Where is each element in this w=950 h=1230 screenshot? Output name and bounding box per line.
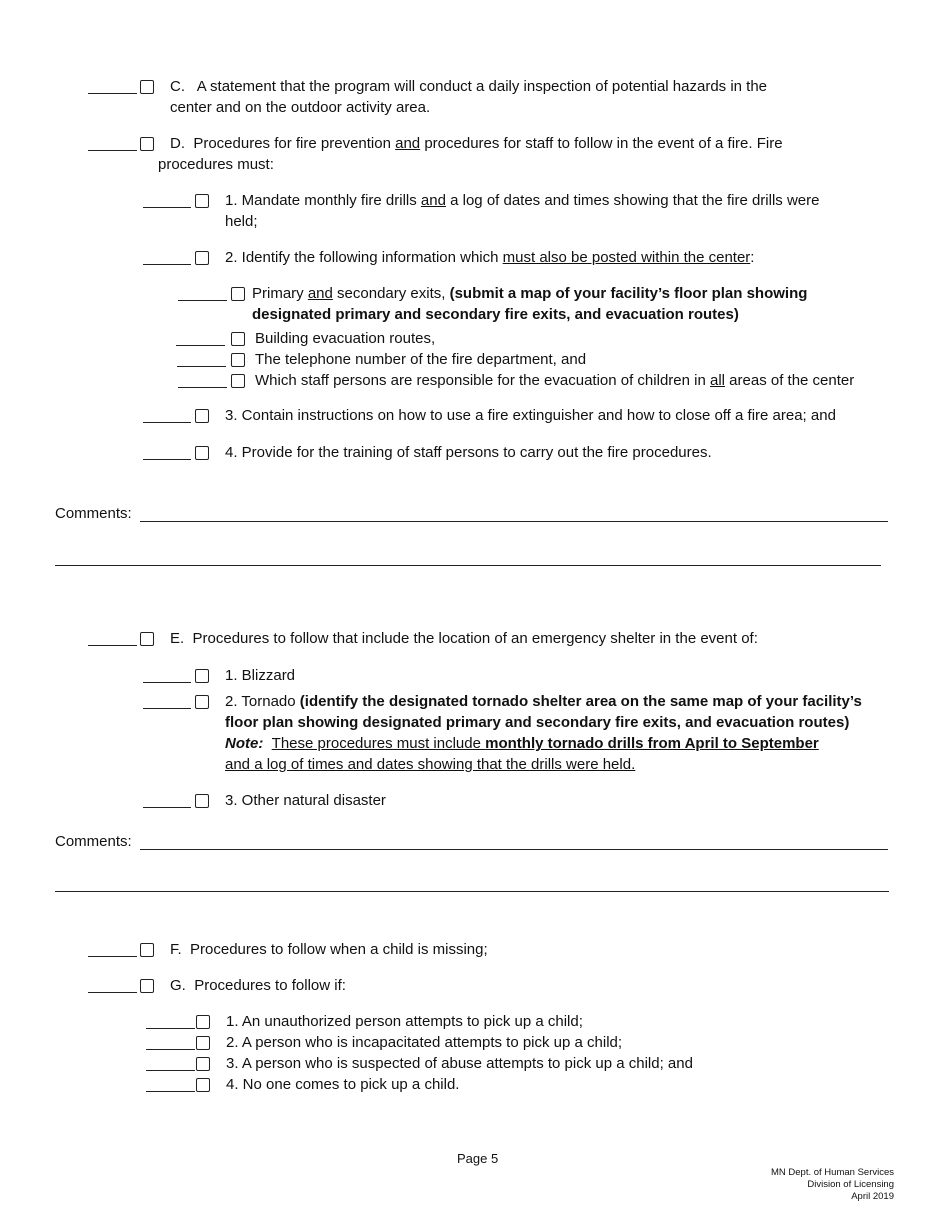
- item-f: F. Procedures to follow when a child is missing;: [88, 942, 488, 960]
- checkbox[interactable]: [140, 632, 154, 646]
- initials-blank[interactable]: [88, 942, 137, 957]
- item-d2c: The telephone number of the fire department, and: [177, 352, 586, 370]
- item-g1: 1. An unauthorized person attempts to pick up a child;: [146, 1014, 583, 1032]
- item-d1: 1. Mandate monthly fire drills and a log of dates and times showing that the fire drills were held;: [143, 193, 885, 232]
- checkbox[interactable]: [196, 1036, 210, 1050]
- item-e2: 2. Tornado (identify the designated tornado shelter area on the same map of your facility’s floor plan showing designated primary and secondary fire exits, and evacuation routes) Note: These procedures must include monthly tornado drills from April to September and a log of times and dates showing that the drills were held.: [143, 694, 885, 775]
- checkbox[interactable]: [195, 251, 209, 265]
- initials-blank[interactable]: [176, 331, 225, 346]
- comments-field-line-2[interactable]: [55, 891, 889, 892]
- initials-blank[interactable]: [88, 136, 137, 151]
- item-c: C. A statement that the program will conduct a daily inspection of potential hazards in the center and on the outdoor activity area.: [88, 79, 830, 118]
- initials-blank[interactable]: [143, 668, 191, 683]
- comments-label: Comments:: [55, 833, 132, 850]
- checkbox[interactable]: [231, 332, 245, 346]
- page-number: Page 5: [457, 1151, 499, 1166]
- item-e1: 1. Blizzard: [143, 668, 295, 686]
- item-d4: 4. Provide for the training of staff persons to carry out the fire procedures.: [143, 445, 712, 463]
- checkbox[interactable]: [231, 374, 245, 388]
- initials-blank[interactable]: [146, 1035, 195, 1050]
- checkbox[interactable]: [231, 353, 245, 367]
- initials-blank[interactable]: [143, 445, 191, 460]
- checkbox[interactable]: [140, 943, 154, 957]
- comments-field-line-2[interactable]: [55, 565, 881, 566]
- item-d2: 2. Identify the following information which must also be posted within the center:: [143, 250, 754, 268]
- checkbox[interactable]: [195, 669, 209, 683]
- checkbox[interactable]: [196, 1057, 210, 1071]
- checkbox[interactable]: [195, 695, 209, 709]
- initials-blank[interactable]: [146, 1056, 195, 1071]
- initials-blank[interactable]: [177, 352, 226, 367]
- checkbox[interactable]: [231, 287, 245, 301]
- item-d3: 3. Contain instructions on how to use a fire extinguisher and how to close off a fire area; and: [143, 408, 836, 426]
- initials-blank[interactable]: [88, 978, 137, 993]
- item-d2d: Which staff persons are responsible for the evacuation of children in all areas of the center: [178, 373, 854, 391]
- item-d2a: Primary and secondary exits, (submit a map of your facility’s floor plan showing designated primary and secondary fire exits, and evacuation routes): [178, 286, 872, 325]
- item-d: D. Procedures for fire prevention and procedures for staff to follow in the event of a fire. Fire: [88, 136, 850, 154]
- initials-blank[interactable]: [143, 694, 191, 709]
- checkbox[interactable]: [140, 80, 154, 94]
- checkbox[interactable]: [195, 194, 209, 208]
- item-g: G. Procedures to follow if:: [88, 978, 346, 996]
- item-d2b: Building evacuation routes,: [176, 331, 435, 349]
- initials-blank[interactable]: [88, 79, 137, 94]
- checkbox[interactable]: [140, 137, 154, 151]
- item-g4: 4. No one comes to pick up a child.: [146, 1077, 459, 1095]
- item-g2: 2. A person who is incapacitated attempts to pick up a child;: [146, 1035, 622, 1053]
- item-e: E. Procedures to follow that include the location of an emergency shelter in the event of:: [88, 631, 758, 649]
- initials-blank[interactable]: [143, 193, 191, 208]
- initials-blank[interactable]: [178, 373, 227, 388]
- checkbox[interactable]: [140, 979, 154, 993]
- initials-blank[interactable]: [88, 631, 137, 646]
- initials-blank[interactable]: [146, 1014, 195, 1029]
- checkbox[interactable]: [195, 446, 209, 460]
- checkbox[interactable]: [196, 1078, 210, 1092]
- initials-blank[interactable]: [178, 286, 227, 301]
- footer-attribution: MN Dept. of Human Services Division of Licensing April 2019: [770, 1167, 894, 1202]
- initials-blank[interactable]: [146, 1077, 195, 1092]
- item-e3: 3. Other natural disaster: [143, 793, 386, 811]
- initials-blank[interactable]: [143, 408, 191, 423]
- checkbox[interactable]: [196, 1015, 210, 1029]
- comments-label: Comments:: [55, 505, 132, 522]
- initials-blank[interactable]: [143, 793, 191, 808]
- comments-field[interactable]: [140, 521, 888, 522]
- comments-field[interactable]: [140, 849, 888, 850]
- checkbox[interactable]: [195, 794, 209, 808]
- checkbox[interactable]: [195, 409, 209, 423]
- initials-blank[interactable]: [143, 250, 191, 265]
- item-g3: 3. A person who is suspected of abuse attempts to pick up a child; and: [146, 1056, 693, 1074]
